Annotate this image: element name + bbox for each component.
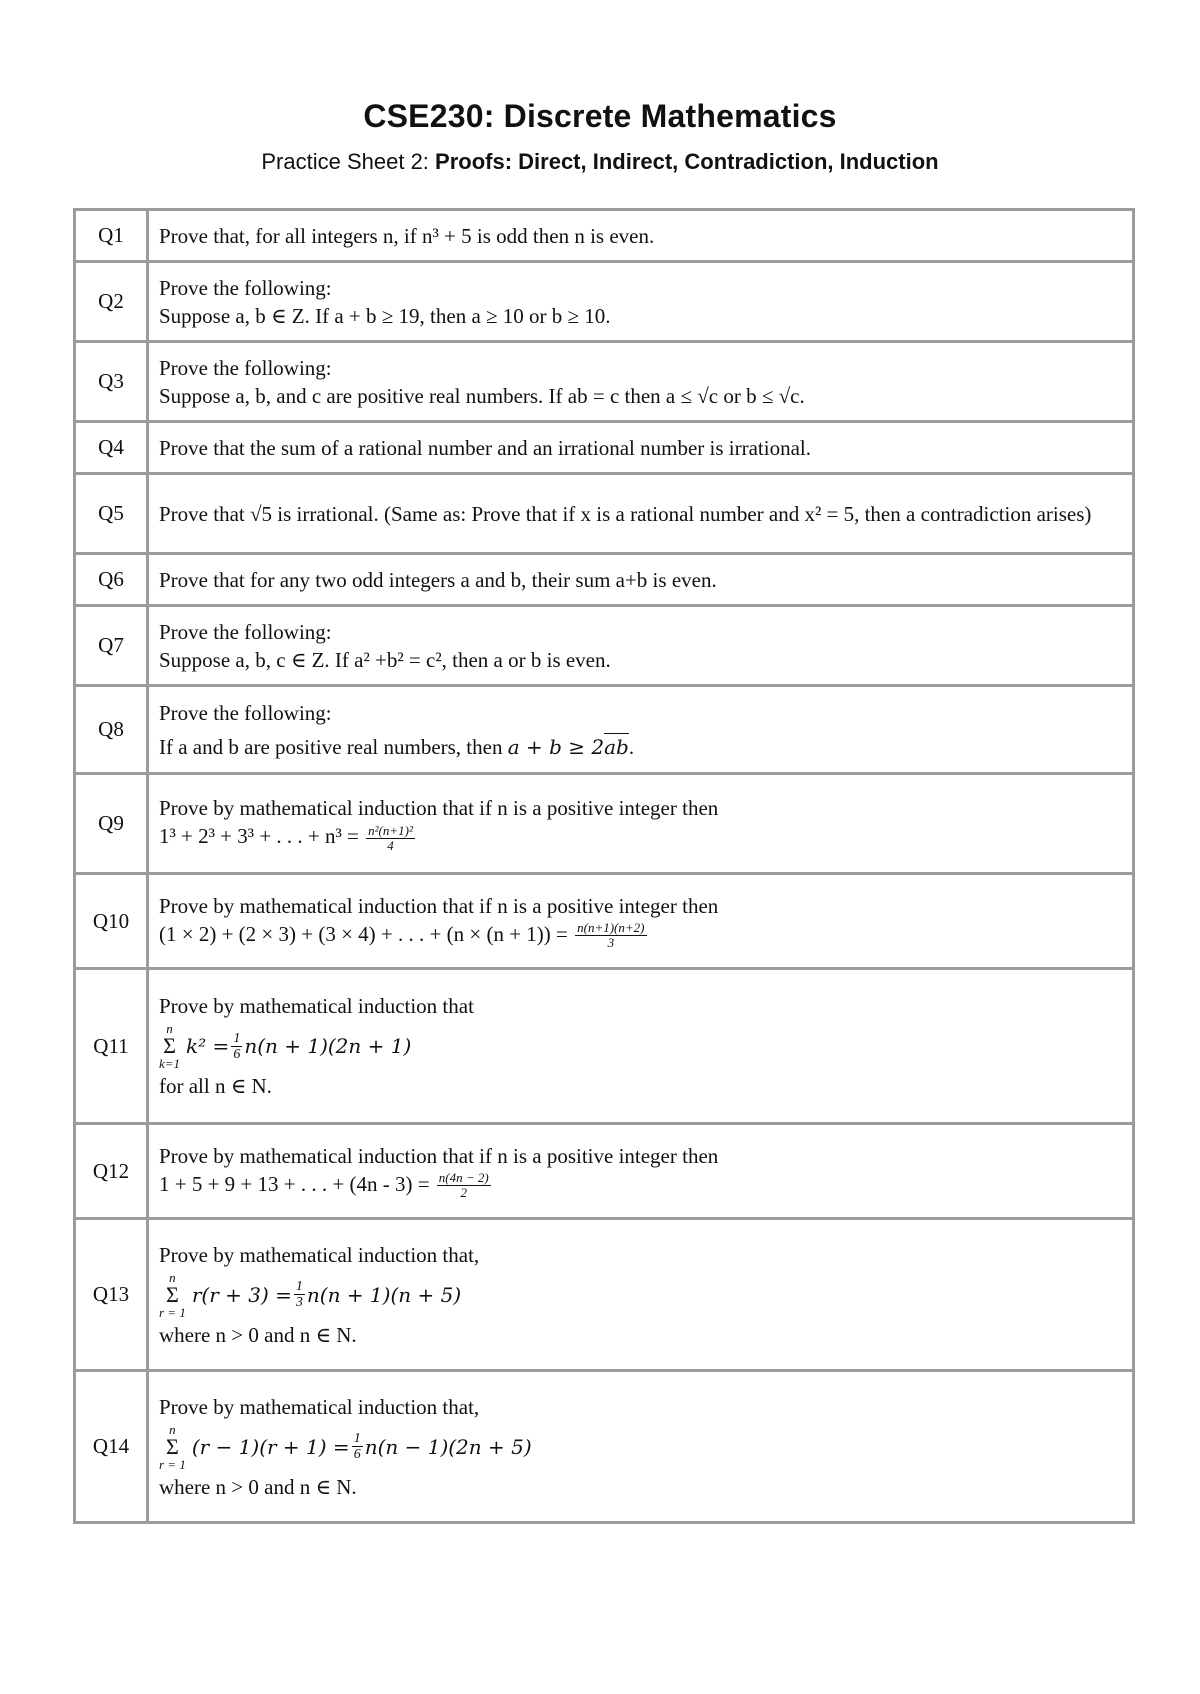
question-row <box>75 422 1134 474</box>
question-line: Prove the following: <box>159 619 332 644</box>
fraction <box>366 824 415 853</box>
question-row <box>75 210 1134 262</box>
math-lhs: (1 × 2) + (2 × 3) + (3 × 4) + . . . + (n × (n + 1)) = <box>159 921 568 946</box>
question-line: Prove the following: <box>159 275 332 300</box>
question-line <box>159 1170 1122 1201</box>
sigma-icon: Σ <box>166 1433 179 1459</box>
sqrt-expression: ab <box>604 734 629 759</box>
summation <box>159 1423 186 1471</box>
question-body <box>148 1371 1134 1523</box>
fraction-denominator: 2 <box>460 1185 468 1201</box>
question-row <box>75 774 1134 874</box>
question-line <box>159 822 1122 853</box>
question-label: Q10 <box>75 874 148 969</box>
sum-term: r(r + 3) = <box>191 1282 292 1307</box>
question-label: Q13 <box>75 1219 148 1371</box>
question-line: Prove by mathematical induction that, <box>159 1242 480 1267</box>
question-body <box>148 1124 1134 1219</box>
question-text: If a and b are positive real numbers, then <box>159 734 508 759</box>
question-line: Prove by mathematical induction that if n is a positive integer then <box>159 1143 719 1168</box>
question-line: Prove the following: <box>159 700 332 725</box>
math-expression: a + b ≥ 2 <box>507 734 605 759</box>
math-end: . <box>628 734 635 759</box>
question-text: Prove that for any two odd integers a and b, their sum a+b is even. <box>148 554 1134 606</box>
fraction-numerator: 1 <box>353 1431 361 1446</box>
fraction-denominator: 3 <box>607 935 615 951</box>
question-line: Prove by mathematical induction that if n is a positive integer then <box>159 796 719 821</box>
fraction <box>231 1031 242 1062</box>
sum-term: (r − 1)(r + 1) = <box>191 1434 350 1459</box>
sigma-icon: Σ <box>166 1281 179 1307</box>
question-row <box>75 342 1134 422</box>
summation-row <box>159 1421 1122 1473</box>
question-row <box>75 606 1134 686</box>
sum-lower: r = 1 <box>159 1304 186 1320</box>
question-body <box>148 262 1134 342</box>
summation <box>159 1271 186 1319</box>
question-label: Q8 <box>75 686 148 774</box>
question-label: Q2 <box>75 262 148 342</box>
math-rhs: n(n − 1)(2n + 5) <box>364 1434 532 1459</box>
fraction-denominator: 6 <box>233 1046 241 1062</box>
question-body <box>148 874 1134 969</box>
question-line: Suppose a, b, c ∈ Z. If a² +b² = c², then a or b is even. <box>159 647 611 672</box>
fraction-denominator: 4 <box>387 837 394 853</box>
question-body <box>148 1219 1134 1371</box>
question-line: where n > 0 and n ∈ N. <box>159 1474 357 1499</box>
question-row <box>75 262 1134 342</box>
question-text: Prove that √5 is irrational. (Same as: Prove that if x is a rational number and x² = 5, then a contradiction arises) <box>148 474 1134 554</box>
sum-term: k² = <box>186 1034 230 1058</box>
math-lhs: 1 + 5 + 9 + 13 + . . . + (4n - 3) = <box>159 1171 430 1196</box>
question-row <box>75 874 1134 969</box>
question-label: Q14 <box>75 1371 148 1523</box>
sigma-icon: Σ <box>163 1033 176 1058</box>
question-body <box>148 774 1134 874</box>
question-label: Q1 <box>75 210 148 262</box>
subtitle-topic: Proofs: Direct, Indirect, Contradiction, Induction <box>435 149 939 174</box>
sum-lower: k=1 <box>159 1056 181 1071</box>
question-line: Suppose a, b, and c are positive real numbers. If ab = c then a ≤ √c or b ≤ √c. <box>159 383 805 408</box>
question-line: Prove by mathematical induction that <box>159 994 474 1018</box>
page-title: CSE230: Discrete Mathematics <box>363 98 837 134</box>
summation-row <box>159 1269 1122 1321</box>
fraction-numerator: n²(n+1)² <box>368 822 413 838</box>
question-line <box>159 733 1122 761</box>
fraction <box>352 1431 363 1462</box>
fraction-numerator: 1 <box>295 1279 303 1294</box>
question-text: Prove that the sum of a rational number and an irrational number is irrational. <box>148 422 1134 474</box>
summation-row <box>159 1020 1122 1072</box>
question-row <box>75 1371 1134 1523</box>
question-text: Prove that, for all integers n, if n³ + 5 is odd then n is even. <box>148 210 1134 262</box>
question-label: Q12 <box>75 1124 148 1219</box>
questions-table <box>73 208 1135 1524</box>
question-row <box>75 1219 1134 1371</box>
question-row <box>75 686 1134 774</box>
question-label: Q5 <box>75 474 148 554</box>
question-line: Prove by mathematical induction that, <box>159 1394 480 1419</box>
fraction-denominator: 3 <box>295 1295 303 1310</box>
question-label: Q4 <box>75 422 148 474</box>
sum-upper: n <box>169 1269 176 1285</box>
question-label: Q6 <box>75 554 148 606</box>
math-rhs: n(n + 1)(2n + 1) <box>244 1034 412 1058</box>
question-label: Q3 <box>75 342 148 422</box>
question-row <box>75 969 1134 1124</box>
question-label: Q9 <box>75 774 148 874</box>
fraction <box>294 1279 305 1310</box>
sum-lower: r = 1 <box>159 1456 186 1472</box>
question-row <box>75 1124 1134 1219</box>
fraction-denominator: 6 <box>353 1447 361 1462</box>
summation <box>159 1022 180 1070</box>
question-body <box>148 342 1134 422</box>
question-line: Prove by mathematical induction that if n is a positive integer then <box>159 893 719 918</box>
question-body <box>148 606 1134 686</box>
question-line: for all n ∈ N. <box>159 1074 272 1098</box>
sum-upper: n <box>166 1021 173 1036</box>
fraction-numerator: 1 <box>233 1030 241 1046</box>
fraction <box>575 921 646 950</box>
page-subtitle <box>0 149 1200 175</box>
question-body <box>148 969 1134 1124</box>
question-line <box>159 920 1122 951</box>
fraction <box>437 1171 491 1200</box>
question-line: where n > 0 and n ∈ N. <box>159 1322 357 1347</box>
question-line: Suppose a, b ∈ Z. If a + b ≥ 19, then a ≥ 10 or b ≥ 10. <box>159 303 611 328</box>
fraction-numerator: n(4n − 2) <box>438 1170 489 1186</box>
sum-upper: n <box>169 1421 176 1437</box>
question-label: Q7 <box>75 606 148 686</box>
question-label: Q11 <box>75 969 148 1124</box>
math-rhs: n(n + 1)(n + 5) <box>306 1282 462 1307</box>
fraction-numerator: n(n+1)(n+2) <box>577 920 645 936</box>
question-body <box>148 686 1134 774</box>
subtitle-prefix: Practice Sheet 2: <box>261 149 436 174</box>
math-lhs: 1³ + 2³ + 3³ + . . . + n³ = <box>159 824 359 849</box>
question-row <box>75 474 1134 554</box>
question-line: Prove the following: <box>159 355 332 380</box>
question-row <box>75 554 1134 606</box>
